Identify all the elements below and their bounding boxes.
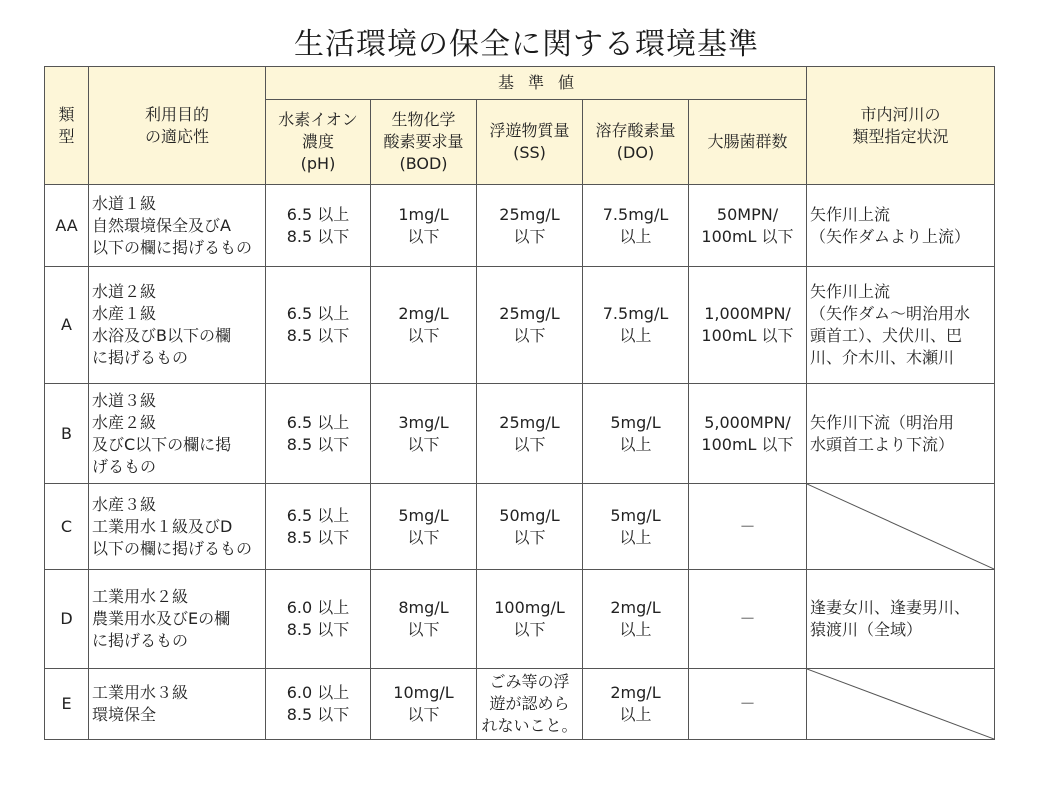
row-ph: 6.0 以上 8.5 以下 [266,570,371,669]
table-body [45,185,995,740]
header-ph: 水素イオン 濃度 (pH) [266,100,371,185]
diagonal-slash-icon [807,669,994,739]
table-row [45,384,995,484]
table-row [45,669,995,740]
row-bod: 1mg/L 以下 [371,185,477,267]
row-rivers-empty [807,669,995,740]
row-type: C [45,484,89,570]
row-do: 7.5mg/L 以上 [583,267,689,384]
row-rivers: 矢作川上流 （矢作ダム～明治用水 頭首工）、犬伏川、巴 川、介木川、木瀬川 [807,267,995,384]
table-row [45,570,995,669]
table-row [45,267,995,384]
header-coliform: 大腸菌群数 [689,100,807,185]
row-ss: 25mg/L 以下 [477,267,583,384]
header-rivers: 市内河川の 類型指定状況 [807,67,995,185]
row-do: 2mg/L 以上 [583,570,689,669]
row-type: B [45,384,89,484]
environmental-standards-table [44,66,995,740]
row-rivers: 逢妻女川、逢妻男川、 猿渡川（全域） [807,570,995,669]
row-purpose: 水道３級 水産２級 及びC以下の欄に掲 げるもの [89,384,266,484]
row-coliform: 5,000MPN/ 100mL 以下 [689,384,807,484]
row-ph: 6.5 以上 8.5 以下 [266,384,371,484]
row-ss: 25mg/L 以下 [477,384,583,484]
row-bod: 5mg/L 以下 [371,484,477,570]
row-coliform: 50MPN/ 100mL 以下 [689,185,807,267]
row-type: A [45,267,89,384]
row-ss: ごみ等の浮 遊が認めら れないこと。 [477,669,583,740]
row-bod: 2mg/L 以下 [371,267,477,384]
row-type: D [45,570,89,669]
page-title: 生活環境の保全に関する環境基準 [294,27,759,62]
row-type: AA [45,185,89,267]
header-do: 溶存酸素量 (DO) [583,100,689,185]
row-type: E [45,669,89,740]
row-rivers-empty [807,484,995,570]
row-do: 5mg/L 以上 [583,484,689,570]
row-purpose: 水道２級 水産１級 水浴及びB以下の欄 に掲げるもの [89,267,266,384]
diagonal-slash-icon [807,484,994,569]
row-purpose: 工業用水３級 環境保全 [89,669,266,740]
row-rivers: 矢作川下流（明治用 水頭首工より下流） [807,384,995,484]
row-bod: 8mg/L 以下 [371,570,477,669]
row-ph: 6.5 以上 8.5 以下 [266,267,371,384]
row-purpose: 水産３級 工業用水１級及びD 以下の欄に掲げるもの [89,484,266,570]
row-bod: 3mg/L 以下 [371,384,477,484]
header-type: 類 型 [45,67,89,185]
row-coliform: 1,000MPN/ 100mL 以下 [689,267,807,384]
row-ss: 50mg/L 以下 [477,484,583,570]
table-row [45,185,995,267]
row-ss: 100mg/L 以下 [477,570,583,669]
row-ph: 6.0 以上 8.5 以下 [266,669,371,740]
row-purpose: 水道１級 自然環境保全及びA 以下の欄に掲げるもの [89,185,266,267]
row-coliform: － [689,570,807,669]
row-ss: 25mg/L 以下 [477,185,583,267]
row-purpose: 工業用水２級 農業用水及びEの欄 に掲げるもの [89,570,266,669]
row-do: 5mg/L 以上 [583,384,689,484]
row-do: 2mg/L 以上 [583,669,689,740]
row-ph: 6.5 以上 8.5 以下 [266,484,371,570]
row-do: 7.5mg/L 以上 [583,185,689,267]
row-bod: 10mg/L 以下 [371,669,477,740]
table-row [45,484,995,570]
header-bod: 生物化学 酸素要求量 (BOD) [371,100,477,185]
header-purpose: 利用目的 の適応性 [89,67,266,185]
row-ph: 6.5 以上 8.5 以下 [266,185,371,267]
row-rivers: 矢作川上流 （矢作ダムより上流） [807,185,995,267]
row-coliform: － [689,484,807,570]
header-ss: 浮遊物質量 (SS) [477,100,583,185]
row-coliform: － [689,669,807,740]
header-standard-values: 基準値 [266,67,807,100]
